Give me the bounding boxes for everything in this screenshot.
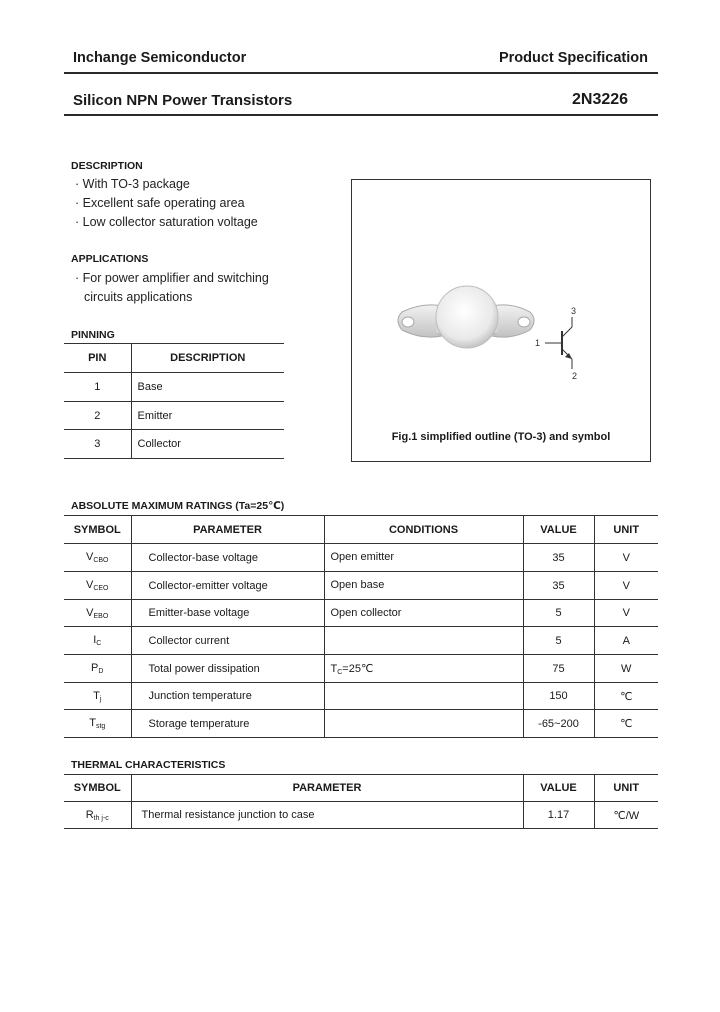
symbol-cell: $R_{th j-c}$ [64,802,131,829]
conditions-cell: Open base [324,572,523,600]
col-header-symbol: SYMBOL [64,516,131,544]
header-rule-bottom [64,114,658,116]
conditions-cell: Open collector [324,600,523,627]
unit-cell: ℃ [620,718,633,730]
parameter-cell: Collector-emitter voltage [131,572,324,600]
col-header-symbol: SYMBOL [64,775,131,802]
symbol-cell: $P_D$ [64,655,131,683]
pinning-table [64,343,284,459]
conditions-cell [324,710,523,738]
conditions-cell [324,683,523,710]
unit-cell: V [622,551,630,564]
thermal-table [64,774,658,829]
symbol-emitter-label: 2 [572,371,578,381]
symbol-cell: $T_{stg}$ [64,710,131,738]
table-row [64,683,658,710]
conditions-cell: Open emitter [324,544,523,572]
col-header-conditions: CONDITIONS [324,516,523,544]
parameter-cell: Collector current [131,627,324,655]
table-row [64,627,658,655]
symbol-cell: $V_{CEO}$ [64,572,131,600]
applications-item: · For power amplifier and switching [75,271,269,285]
company-name: Inchange Semiconductor [73,50,247,66]
to3-package-drawing [352,180,650,461]
conditions-cell: $T_C=25℃$ [324,655,523,683]
table-row [64,572,658,600]
table-row [64,710,658,738]
table-header-row [64,344,284,373]
table-row [64,802,658,829]
parameter-cell: Emitter-base voltage [131,600,324,627]
value-cell: 75 [523,655,594,683]
parameter-cell: Collector-base voltage [131,544,324,572]
pin-number: 1 [64,373,131,402]
value-cell: 35 [523,572,594,600]
symbol-cell: $I_C$ [64,627,131,655]
npn-symbol-icon [545,317,572,369]
figure-box [351,179,651,462]
col-header-pin: PIN [64,344,131,373]
parameter-cell: Thermal resistance junction to case [131,802,523,829]
table-row [64,430,284,459]
pin-description: Emitter [137,409,173,422]
symbol-cell: $V_{EBO}$ [64,600,131,627]
symbol-collector-label: 3 [571,306,577,316]
parameter-cell: Junction temperature [131,683,324,710]
product-line: Silicon NPN Power Transistors [73,92,293,109]
applications-item-cont: circuits applications [84,290,193,304]
value-cell: 35 [523,544,594,572]
pin-number: 3 [64,430,131,459]
header-rule-top [64,72,658,74]
pin-description: Collector [137,438,181,450]
parameter-cell: Total power dissipation [131,655,324,683]
figure-caption: Fig.1 simplified outline (TO-3) and symbol [391,431,611,443]
col-header-value: VALUE [523,516,594,544]
table-row [64,600,658,627]
description-item: · Low collector saturation voltage [75,215,258,229]
unit-cell: V [622,579,630,592]
value-cell: 5 [523,600,594,627]
value-cell: 5 [523,627,594,655]
symbol-cell: $V_{CBO}$ [64,544,131,572]
col-header-description: DESCRIPTION [170,352,246,364]
pin-number: 2 [64,402,131,430]
table-header-row [64,516,658,544]
table-header-row [64,775,658,802]
description-item: · With TO-3 package [75,177,190,191]
col-header-unit: UNIT [613,523,640,536]
symbol-base-label: 1 [535,338,541,348]
col-header-parameter: PARAMETER [131,516,324,544]
col-header-unit: UNIT [613,782,640,794]
col-header-value: VALUE [523,775,594,802]
thermal-title: THERMAL CHARACTERISTICS [71,759,226,771]
pinning-title: PINNING [71,329,115,341]
symbol-cell: $T_j$ [64,683,131,710]
description-title: DESCRIPTION [71,160,143,172]
parameter-cell: Storage temperature [131,710,324,738]
value-cell: 1.17 [523,802,594,829]
abs-max-table [64,515,658,738]
unit-cell: W [621,662,632,675]
table-row [64,544,658,572]
value-cell: -65~200 [523,710,594,738]
unit-cell: ℃ [620,690,633,703]
pin-description: Base [137,381,163,393]
col-header-parameter: PARAMETER [131,775,523,802]
value-cell: 150 [523,683,594,710]
part-number: 2N3226 [572,91,629,108]
abs-max-title: ABSOLUTE MAXIMUM RATINGS (Ta=25℃) [71,500,285,512]
doc-type: Product Specification [498,50,648,66]
description-item: · Excellent safe operating area [75,196,245,210]
table-row [64,373,284,402]
unit-cell: A [622,634,630,647]
conditions-cell [324,627,523,655]
table-row [64,402,284,430]
unit-cell: V [622,607,630,619]
applications-title: APPLICATIONS [71,253,149,265]
unit-cell: ℃/W [613,809,640,822]
table-row [64,655,658,683]
